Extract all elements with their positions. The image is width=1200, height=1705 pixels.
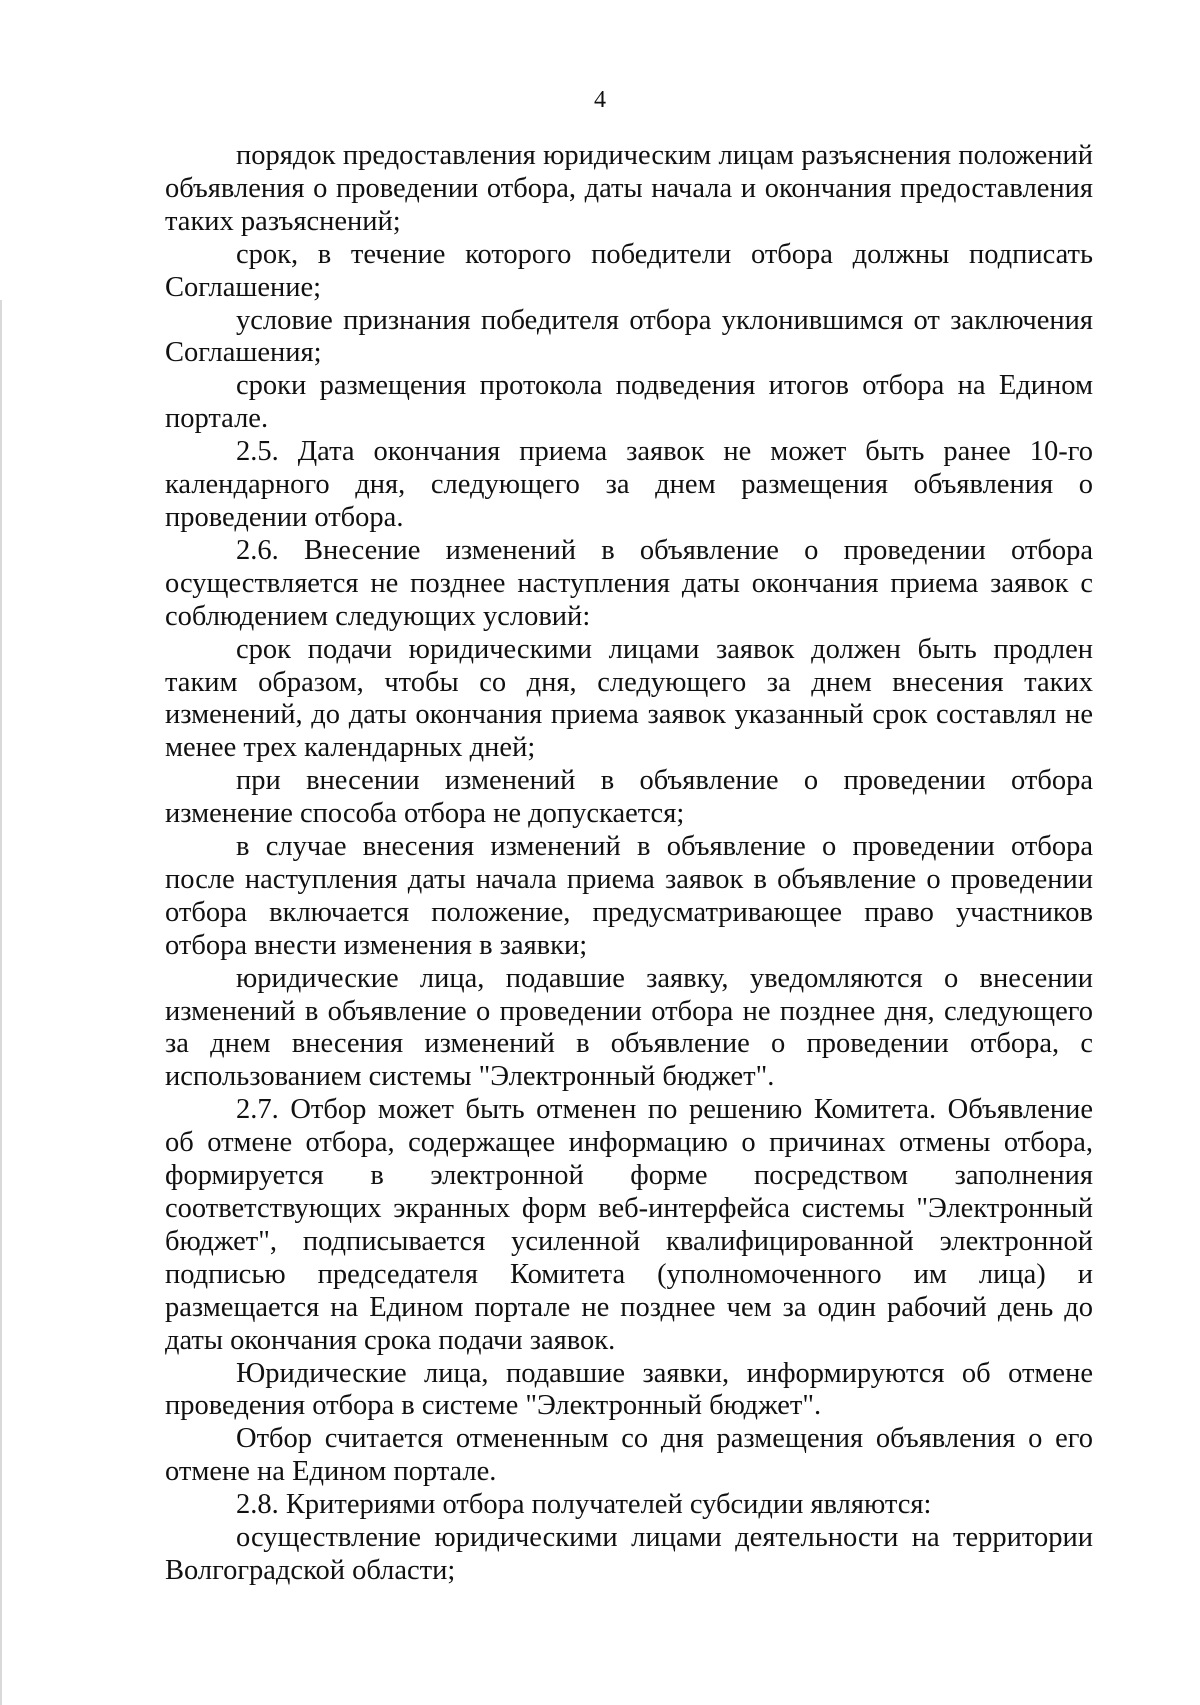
paragraph: срок подачи юридическими лицами заявок должен быть продлен таким образом, чтобы со дня, следующего за днем внесения таких изменений, до даты окончания приема заявок указанный срок составлял не менее трех календарных дней;	[165, 633, 1093, 764]
document-body	[165, 140, 1093, 1588]
paragraph: при внесении изменений в объявление о проведении отбора изменение способа отбора не допускается;	[165, 765, 1093, 830]
paragraph: 2.6. Внесение изменений в объявление о проведении отбора осуществляется не позднее наступления даты окончания приема заявок с соблюдением следующих условий:	[165, 534, 1093, 632]
page-number: 4	[594, 87, 606, 113]
paragraph: Отбор считается отмененным со дня размещения объявления о его отмене на Едином портале.	[165, 1423, 1093, 1488]
paragraph: сроки размещения протокола подведения итогов отбора на Едином портале.	[165, 370, 1093, 435]
paragraph: Юридические лица, подавшие заявки, информируются об отмене проведения отбора в системе "Электронный бюджет".	[165, 1357, 1093, 1422]
scan-edge-shadow	[0, 300, 2, 1705]
paragraph: в случае внесения изменений в объявление о проведении отбора после наступления даты начала приема заявок в объявление о проведении отбора включается положение, предусматривающее право участников отбора внести изменения в заявки;	[165, 831, 1093, 961]
paragraph: 2.8. Критериями отбора получателей субсидии являются:	[236, 1489, 932, 1521]
paragraph: условие признания победителя отбора уклонившимся от заключения Соглашения;	[165, 304, 1093, 369]
paragraph: 2.7. Отбор может быть отменен по решению Комитета. Объявление об отмене отбора, содержащее информацию о причинах отмены отбора, формируется в электронной форме посредством заполнения соответствующих экранных форм веб-интерфейса системы "Электронный бюджет", подписывается усиленной квалифицированной электронной подписью председателя Комитета (уполномоченного им лица) и размещается на Едином портале не позднее чем за один рабочий день до даты окончания срока подачи заявок.	[165, 1094, 1093, 1356]
paragraph: порядок предоставления юридическим лицам разъяснения положений объявления о проведении отбора, даты начала и окончания предоставления таких разъяснений;	[165, 140, 1093, 237]
paragraph: срок, в течение которого победители отбора должны подписать Соглашение;	[165, 238, 1093, 303]
paragraph: юридические лица, подавшие заявку, уведомляются о внесении изменений в объявление о проведении отбора не позднее дня, следующего за днем внесения изменений в объявление о проведении отбора, с использованием системы "Электронный бюджет".	[165, 962, 1093, 1093]
paragraph: 2.5. Дата окончания приема заявок не может быть ранее 10-го календарного дня, следующего за днем размещения объявления о проведении отбора.	[165, 436, 1093, 533]
paragraph: осуществление юридическими лицами деятельности на территории Волгоградской области;	[165, 1522, 1093, 1586]
